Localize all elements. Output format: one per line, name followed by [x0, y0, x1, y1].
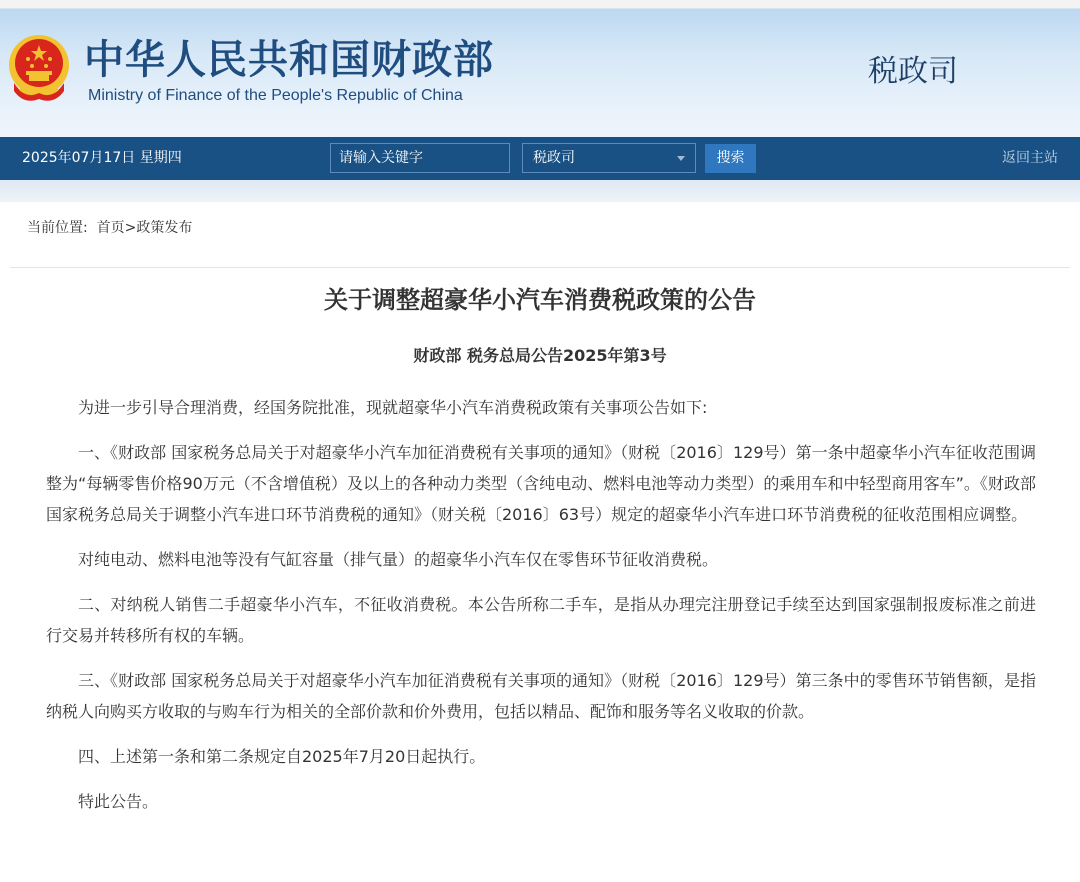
current-date: 2025年07月17日 星期四 [22, 150, 182, 166]
search-button[interactable]: 搜索 [705, 144, 756, 173]
top-navbar [0, 137, 1080, 180]
breadcrumb-home[interactable]: 首页 [96, 220, 125, 236]
article-paragraph: 特此公告。 [78, 792, 159, 811]
breadcrumb [27, 218, 192, 238]
article-body [46, 392, 1036, 831]
breadcrumb-divider [10, 267, 1070, 268]
department-name: 税政司 [868, 54, 958, 89]
search-scope-select[interactable] [522, 143, 696, 173]
article-paragraph: 二、对纳税人销售二手超豪华小汽车，不征收消费税。本公告所称二手车，是指从办理完注册登记手续至达到国家强制报废标准之前进行交易并转移所有权的车辆。 [46, 595, 1036, 645]
article-paragraph: 四、上述第一条和第二条规定自2025年7月20日起执行。 [78, 747, 486, 766]
site-header-banner [0, 0, 1080, 137]
site-title-cn: 中华人民共和国财政部 [84, 37, 494, 83]
article-paragraph: 三、《财政部 国家税务总局关于对超豪华小汽车加征消费税有关事项的通知》（财税〔2016〕129号）第三条中的零售环节销售额，是指纳税人向购买方收取的与购车行为相关的全部价款和价外费用，包括以精品、配饰和服务等名义收取的价款。 [46, 671, 1036, 721]
breadcrumb-policy-release[interactable]: 政策发布 [136, 220, 193, 236]
breadcrumb-separator: > [124, 220, 137, 236]
breadcrumb-label: 当前位置: [27, 220, 88, 236]
navbar-shadow-band [0, 180, 1080, 202]
article-paragraph: 为进一步引导合理消费，经国务院批准，现就超豪华小汽车消费税政策有关事项公告如下: [78, 398, 708, 417]
chevron-down-icon [677, 156, 685, 161]
article-document-number: 财政部 税务总局公告2025年第3号 [413, 346, 667, 365]
return-home-link[interactable]: 返回主站 [1002, 150, 1058, 166]
national-emblem-icon [6, 33, 72, 105]
article-title: 关于调整超豪华小汽车消费税政策的公告 [324, 286, 756, 314]
keyword-search-input[interactable] [330, 143, 510, 173]
article-paragraph: 对纯电动、燃料电池等没有气缸容量（排气量）的超豪华小汽车仅在零售环节征收消费税。 [78, 550, 719, 569]
site-title-en: Ministry of Finance of the People's Republic of China [88, 87, 463, 104]
article-paragraph: 一、《财政部 国家税务总局关于对超豪华小汽车加征消费税有关事项的通知》（财税〔2016〕129号）第一条中超豪华小汽车征收范围调整为“每辆零售价格90万元（不含增值税）及以上的各种动力类型（含纯电动、燃料电池等动力类型）的乘用车和中轻型商用客车”。《财政部 国家税务总局关于调整小汽车进口环节消费税的通知》（财关税〔2016〕63号）规定的超豪华小汽车进口环节消费税的征收范围相应调整。 [46, 443, 1036, 524]
search-scope-value: 税政司 [533, 150, 575, 166]
